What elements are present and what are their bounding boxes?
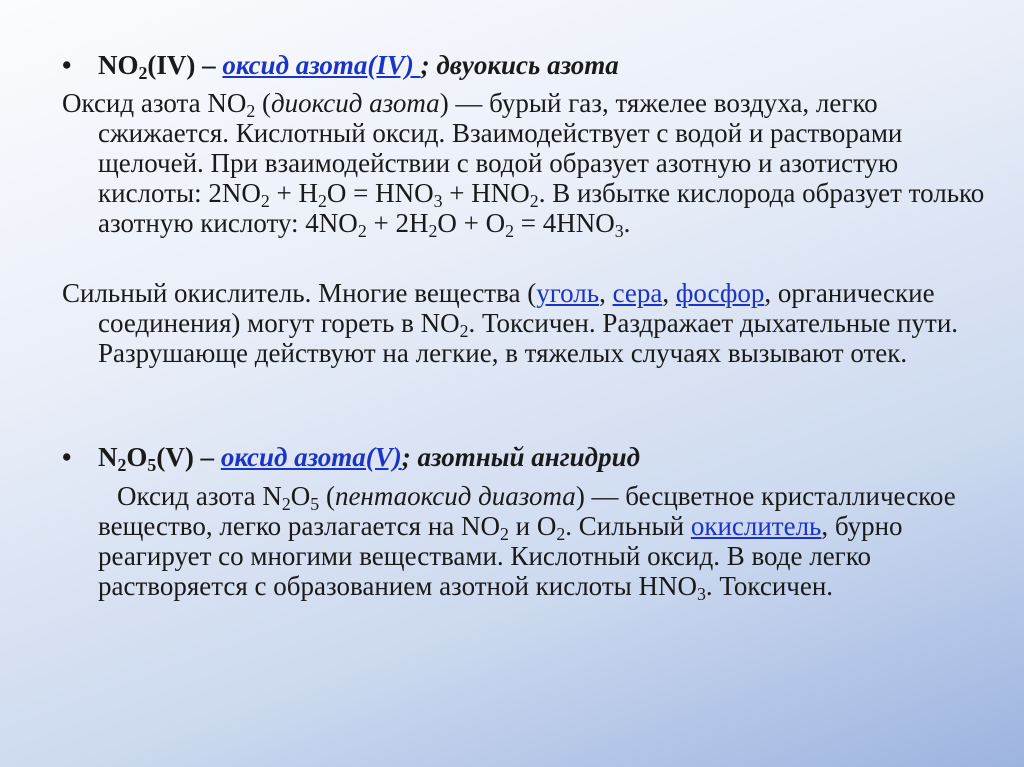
oxidation-state: (IV) – xyxy=(147,50,223,80)
formula-n2o5: $N_2O_5$ xyxy=(98,442,157,475)
bullet: • xyxy=(62,50,72,80)
heading-tail: ; двуокись азота xyxy=(420,50,619,80)
link-phosphorus[interactable]: фосфор xyxy=(675,278,765,308)
link-nitrogen-oxide-v[interactable]: оксид азота(V) xyxy=(220,442,402,472)
heading-tail: ; азотный ангидрид xyxy=(401,442,640,472)
paragraph-no2-properties: Сильный окислитель. Многие вещества (уголь, сера, фосфор, органические соединения) могут гореть в $NO_2$. Токсичен. Раздражает дыхательные пути. Разрушающе действуют на легкие, в тяжелых случаях вызывают отек. xyxy=(62,278,959,368)
link-coal[interactable]: уголь xyxy=(536,278,600,308)
paragraph-no2-description: Оксид азота $NO_2$ (диоксид азота) — бурый газ, тяжелее воздуха, легко сжижается. Кислотный оксид. Взаимодействует с водой и растворами щелочей. При взаимодействии с водой образует азотную и азотистую кислоты: $2NO_2 + H_2O = HNO_3 + HNO_2$. В избытке кислорода образует только азотную кислоту: $4NO_2 + 2H_2O + O_2 = 4HNO_3$. xyxy=(62,88,985,241)
link-oxidizer[interactable]: окислитель xyxy=(690,511,822,541)
link-sulfur[interactable]: сера xyxy=(612,278,663,308)
formula-no2: $NO_2$ xyxy=(98,50,148,83)
oxidation-state: (V) – xyxy=(156,442,221,472)
bullet: • xyxy=(62,442,72,472)
link-nitrogen-oxide-iv[interactable]: оксид азота(IV) xyxy=(222,50,421,80)
paragraph-n2o5-description: Оксид азота $N_2O_5$ (пентаоксид диазота) — бесцветное кристаллическое вещество, легко разлагается на $NO_2$ и $O_2$. Сильный окислитель, бурно реагирует со многими веществами. Кислотный оксид. В воде легко растворяется с образованием азотной кислоты $HNO_3$. Токсичен. xyxy=(98,481,956,604)
